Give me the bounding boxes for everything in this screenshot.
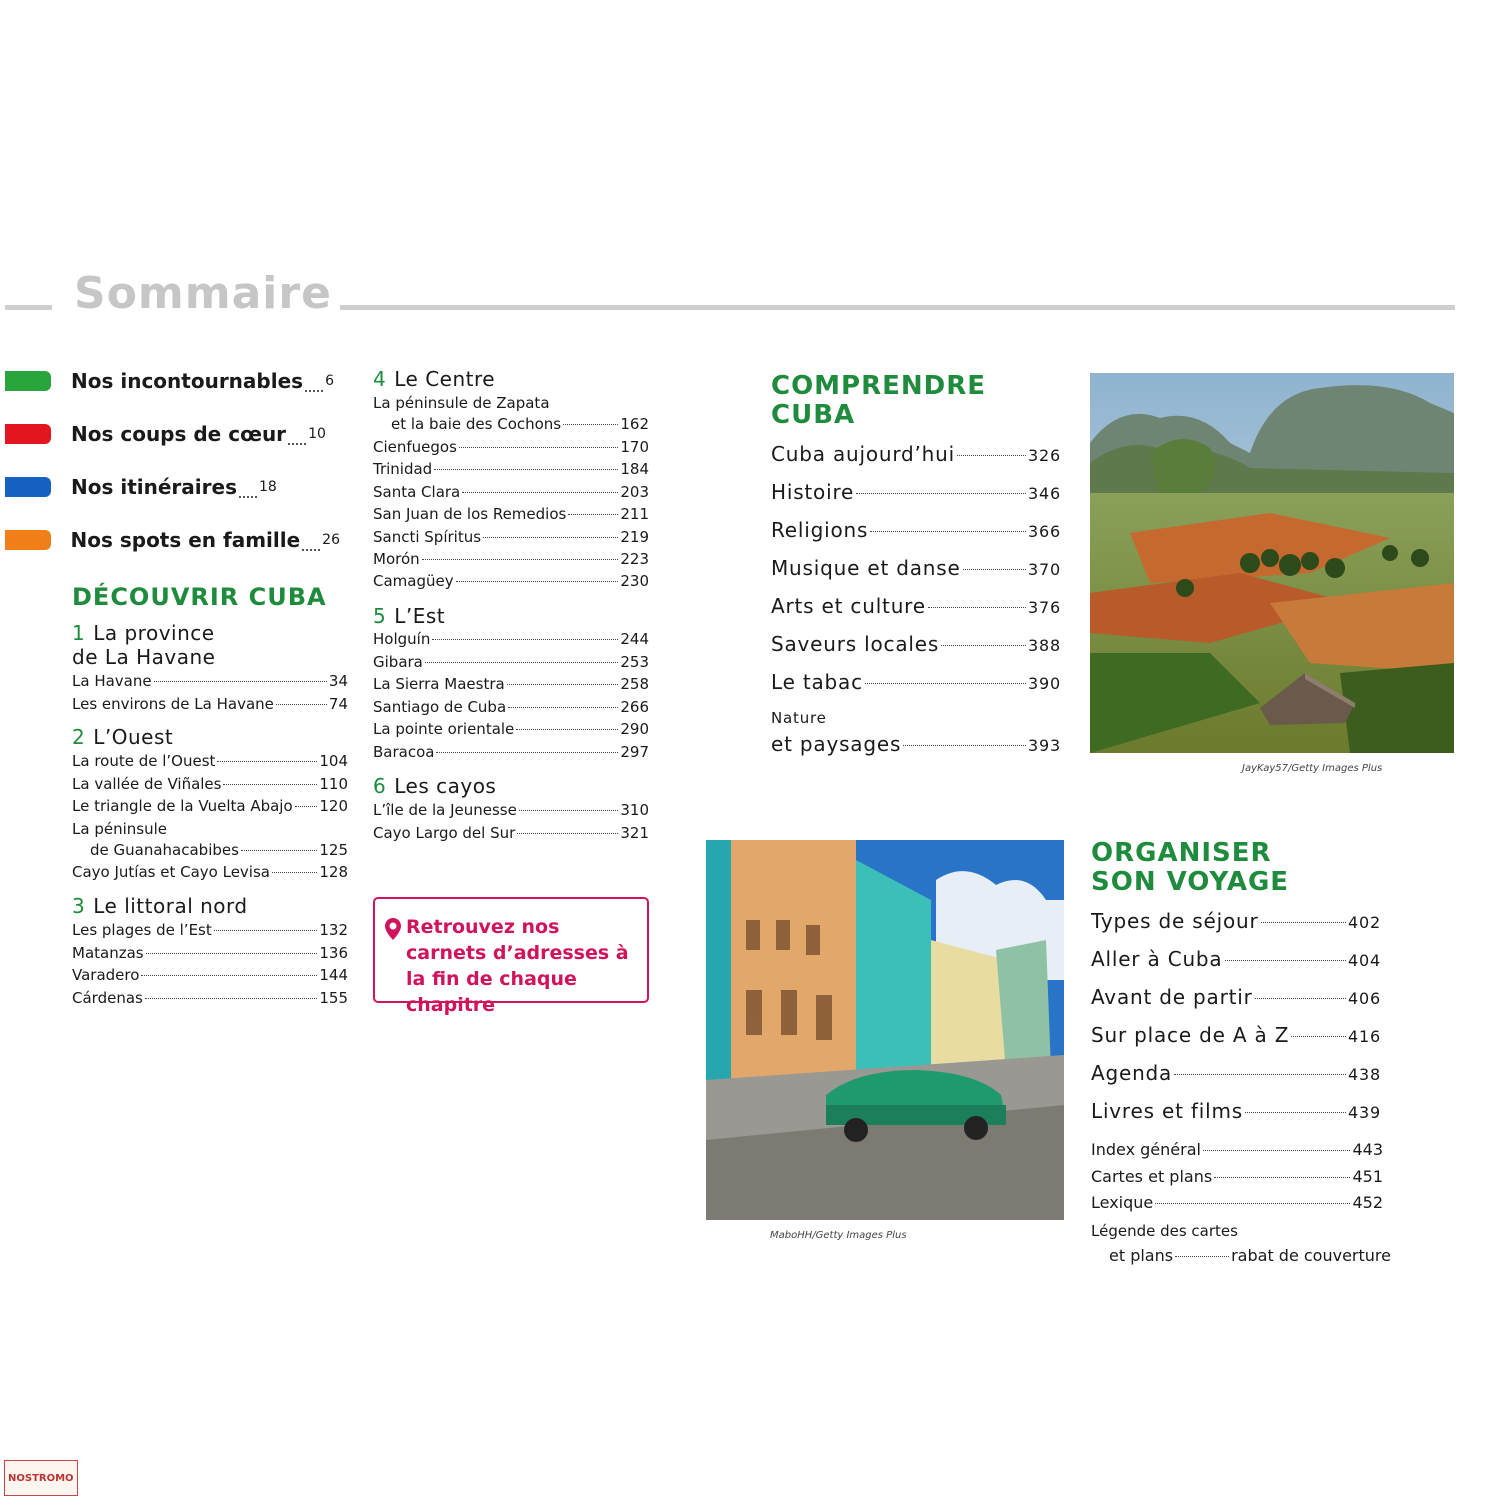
chapter-number: 6 xyxy=(373,774,387,798)
photo-credit: MaboHH/Getty Images Plus xyxy=(770,1230,907,1241)
toc-entry xyxy=(1091,1100,1381,1124)
toc-entry-label: Aller à Cuba xyxy=(1091,947,1223,971)
photo-credit: JayKay57/Getty Images Plus xyxy=(1242,763,1383,774)
toc-entry xyxy=(72,795,348,817)
toc-entry-label: Les plages de l’Est xyxy=(72,921,212,939)
toc-entry-page: 438 xyxy=(1348,1065,1381,1084)
toc-entry-label: Nature xyxy=(771,709,827,727)
toc-entry-page: 104 xyxy=(319,752,348,770)
color-tab-marker xyxy=(5,530,51,550)
nostromo-logo xyxy=(4,1460,78,1496)
toc-entry-label: Histoire xyxy=(771,480,855,504)
color-tab-marker xyxy=(5,424,51,444)
toc-entry xyxy=(1091,1062,1381,1086)
logo-text: NOSTROMO xyxy=(8,1473,74,1484)
toc-entry-page: 266 xyxy=(620,697,649,716)
toc-entry-label: Saveurs locales xyxy=(771,632,940,656)
toc-entry xyxy=(72,964,348,986)
toc-entry-label: La Havane xyxy=(72,672,152,690)
toc-entry-page: 388 xyxy=(1028,636,1061,655)
toc-entry xyxy=(391,413,649,435)
toc-entry-label: Musique et danse xyxy=(771,556,961,580)
toc-entry-label: Sur place de A à Z xyxy=(1091,1023,1290,1047)
chapter-6-title xyxy=(373,774,496,798)
page-title: Sommaire xyxy=(74,268,332,319)
toc-entry xyxy=(1109,1245,1391,1267)
toc-entry-label: Le tabac xyxy=(771,670,863,694)
toc-entry-page: 155 xyxy=(319,988,348,1007)
toc-entry-page: 74 xyxy=(328,694,348,713)
toc-entry xyxy=(373,436,649,458)
toc-entry-label: San Juan de los Remedios xyxy=(373,505,567,524)
chapter-title-line: de La Havane xyxy=(72,645,216,669)
toc-entry-label: Sancti Spíritus xyxy=(373,527,482,546)
toc-entry xyxy=(373,799,649,821)
toc-entry-page: 402 xyxy=(1348,913,1381,932)
toc-entry-page: 406 xyxy=(1348,989,1381,1008)
color-tab-marker xyxy=(5,371,51,391)
toc-entry xyxy=(1091,910,1381,934)
section-title-line: ORGANISER xyxy=(1091,838,1272,868)
toc-entry xyxy=(373,458,649,480)
toc-entry-label: La vallée de Viñales xyxy=(72,774,222,793)
toc-entry-page: 310 xyxy=(620,801,649,819)
highlight-label: Nos incontournables xyxy=(71,369,304,393)
toc-entry xyxy=(72,942,348,964)
toc-entry-label: Morón xyxy=(373,550,420,568)
toc-entry-label: Livres et films xyxy=(1091,1099,1243,1123)
toc-entry-label: Index général xyxy=(1091,1140,1201,1159)
toc-entry-label: Légende des cartes xyxy=(1091,1222,1238,1240)
toc-entry-page: 258 xyxy=(620,675,649,694)
section-title-line: COMPRENDRE xyxy=(771,371,987,401)
toc-entry-label: La péninsule de Zapata xyxy=(373,394,550,412)
highlight-entry xyxy=(0,472,340,502)
toc-entry-page: 120 xyxy=(319,797,348,815)
toc-entry-label: La route de l’Ouest xyxy=(72,752,216,770)
toc-entry xyxy=(373,548,649,570)
toc-entry-page: 366 xyxy=(1028,522,1061,541)
toc-entry-page: 290 xyxy=(620,720,649,739)
chapter-4-title xyxy=(373,367,495,391)
chapter-5-title xyxy=(373,604,445,628)
toc-entry xyxy=(771,443,1061,467)
toc-entry-page: 162 xyxy=(620,415,649,433)
toc-entry-page: 230 xyxy=(620,572,649,591)
toc-entry xyxy=(771,733,1061,757)
toc-entry xyxy=(1091,1024,1381,1048)
toc-entry-label: Les environs de La Havane xyxy=(72,694,274,713)
toc-entry-label: Agenda xyxy=(1091,1061,1173,1085)
toc-entry-page: 132 xyxy=(319,921,348,939)
toc-entry xyxy=(373,503,649,525)
toc-entry-label: Santiago de Cuba xyxy=(373,697,507,716)
toc-entry xyxy=(373,628,649,650)
toc-entry-page: 297 xyxy=(620,743,649,761)
toc-entry xyxy=(373,526,649,548)
vinales-valley-photo xyxy=(1090,373,1454,753)
toc-entry xyxy=(771,557,1061,581)
toc-entry xyxy=(771,481,1061,505)
toc-entry xyxy=(1091,948,1381,972)
toc-entry xyxy=(771,595,1061,619)
toc-entry-page: 393 xyxy=(1028,736,1061,755)
toc-entry-label: de Guanahacabibes xyxy=(90,841,239,859)
toc-entry xyxy=(373,822,649,844)
toc-entry-label: Cartes et plans xyxy=(1091,1166,1213,1186)
highlight-entry xyxy=(0,419,340,449)
toc-entry-label: Religions xyxy=(771,518,869,542)
toc-entry-label: La péninsule xyxy=(72,820,167,838)
toc-entry-page: 390 xyxy=(1028,674,1061,693)
toc-entry-label: Matanzas xyxy=(72,943,144,962)
map-pin-icon xyxy=(384,917,402,941)
toc-entry xyxy=(72,773,348,795)
header-rule-right xyxy=(340,305,1455,310)
toc-entry-label: La Sierra Maestra xyxy=(373,675,505,694)
chapter-number: 4 xyxy=(373,367,387,391)
toc-entry-page: 452 xyxy=(1352,1193,1383,1212)
chapter-title-line: Les cayos xyxy=(394,774,497,798)
toc-entry-page: 170 xyxy=(620,438,649,456)
toc-entry xyxy=(373,481,649,503)
toc-entry-label: Gibara xyxy=(373,652,423,671)
toc-entry-page: 219 xyxy=(620,527,649,546)
toc-entry-page: 443 xyxy=(1352,1140,1383,1159)
section-organiser-title xyxy=(1091,839,1289,897)
toc-entry-page: 203 xyxy=(620,482,649,501)
chapter-title-line: L’Ouest xyxy=(93,725,174,749)
toc-entry-label: Trinidad xyxy=(373,460,433,479)
header-rule-left xyxy=(5,305,52,310)
section-decouvrir-title: DÉCOUVRIR CUBA xyxy=(72,583,327,611)
toc-entry-page: 321 xyxy=(620,823,649,842)
toc-entry-page: 125 xyxy=(319,841,348,859)
toc-entry xyxy=(1091,1166,1383,1188)
toc-entry-page: 370 xyxy=(1028,560,1061,579)
toc-entry xyxy=(1091,1192,1383,1214)
chapter-number: 2 xyxy=(72,725,86,749)
toc-entry-label: Arts et culture xyxy=(771,594,926,618)
toc-entry-page: 439 xyxy=(1348,1103,1381,1122)
toc-entry-label: Varadero xyxy=(72,966,140,984)
highlight-page: 18 xyxy=(258,479,277,495)
toc-entry-page: 110 xyxy=(319,774,348,793)
toc-entry-label: Camagüey xyxy=(373,572,454,591)
chapter-2-title xyxy=(72,725,173,749)
toc-entry xyxy=(771,633,1061,657)
toc-entry xyxy=(373,696,649,718)
toc-entry-page: 144 xyxy=(319,966,348,984)
toc-entry-label: et paysages xyxy=(771,732,902,756)
toc-entry-page: 223 xyxy=(620,550,649,568)
chapter-number: 5 xyxy=(373,604,387,628)
chapter-title-line: Le Centre xyxy=(394,367,496,391)
toc-entry xyxy=(72,750,348,772)
section-comprendre-title xyxy=(771,372,986,430)
highlight-entry xyxy=(0,525,340,555)
toc-entry-page: 136 xyxy=(319,943,348,962)
toc-entry xyxy=(72,861,348,883)
toc-entry-label: Cayo Jutías et Cayo Levisa xyxy=(72,863,270,881)
toc-entry-page: 451 xyxy=(1352,1166,1383,1186)
havana-street-photo xyxy=(706,840,1064,1220)
toc-entry xyxy=(72,670,348,692)
toc-entry-page: 244 xyxy=(620,630,649,648)
toc-entry-page: 346 xyxy=(1028,484,1061,503)
toc-entry-label: Types de séjour xyxy=(1091,909,1259,933)
address-callout-box xyxy=(373,897,649,1016)
toc-entry-label: Cuba aujourd’hui xyxy=(771,442,955,466)
highlight-page: 26 xyxy=(322,532,340,548)
toc-entry-page: 326 xyxy=(1028,446,1061,465)
toc-entry-label: Cárdenas xyxy=(72,988,143,1007)
toc-entry xyxy=(373,741,649,763)
toc-entry-page: 376 xyxy=(1028,598,1061,617)
toc-entry xyxy=(72,919,348,941)
toc-entry-label: Santa Clara xyxy=(373,482,461,501)
chapter-title-line: Le littoral nord xyxy=(93,894,248,918)
chapter-title-line: L’Est xyxy=(394,604,446,628)
toc-entry xyxy=(373,718,649,740)
chapter-title-line: La province xyxy=(93,621,215,645)
color-tab-marker xyxy=(5,477,51,497)
highlight-page: 6 xyxy=(325,373,334,389)
toc-entry xyxy=(72,693,348,715)
toc-entry xyxy=(90,839,348,861)
toc-entry-label: Lexique xyxy=(1091,1193,1154,1212)
highlight-label: Nos coups de cœur xyxy=(71,422,287,446)
toc-entry xyxy=(373,570,649,592)
toc-entry xyxy=(373,651,649,673)
toc-entry-label: Cayo Largo del Sur xyxy=(373,823,516,842)
chapter-number: 1 xyxy=(72,621,86,645)
toc-entry xyxy=(771,519,1061,543)
toc-entry xyxy=(373,673,649,695)
toc-entry-label: Le triangle de la Vuelta Abajo xyxy=(72,797,293,815)
toc-entry-label: et la baie des Cochons xyxy=(391,415,562,433)
section-title-line: CUBA xyxy=(771,400,856,430)
toc-entry-label: Avant de partir xyxy=(1091,985,1253,1009)
toc-entry-page: 184 xyxy=(620,460,649,479)
toc-entry xyxy=(1091,986,1381,1010)
toc-entry-label: Holguín xyxy=(373,630,431,648)
toc-entry xyxy=(1091,1139,1383,1161)
section-title-line: SON VOYAGE xyxy=(1091,867,1290,897)
toc-entry-label: Baracoa xyxy=(373,743,435,761)
chapter-3-title xyxy=(72,894,248,918)
toc-entry-page: 404 xyxy=(1348,951,1381,970)
address-callout-text: Retrouvez nos carnets d’adresses à la fin de chaque chapitre xyxy=(406,916,629,1016)
highlight-page: 10 xyxy=(308,426,326,442)
toc-entry-label: et plans xyxy=(1109,1246,1174,1265)
toc-entry-page: 416 xyxy=(1348,1027,1381,1046)
chapter-number: 3 xyxy=(72,894,86,918)
chapter-1-title xyxy=(72,621,215,669)
highlight-entry xyxy=(0,366,340,396)
toc-entry-page: 253 xyxy=(620,652,649,671)
toc-entry-label: L’île de la Jeunesse xyxy=(373,801,517,819)
toc-entry-page: 211 xyxy=(620,505,649,524)
toc-entry xyxy=(771,671,1061,695)
toc-entry-label: La pointe orientale xyxy=(373,720,515,739)
toc-entry-page: rabat de couverture xyxy=(1231,1246,1391,1265)
toc-entry-page: 128 xyxy=(319,863,348,881)
highlight-label: Nos spots en famille xyxy=(70,528,301,552)
highlight-label: Nos itinéraires xyxy=(71,475,237,499)
toc-entry-page: 34 xyxy=(328,672,348,690)
toc-entry xyxy=(72,987,348,1009)
toc-entry-label: Cienfuegos xyxy=(373,438,457,456)
